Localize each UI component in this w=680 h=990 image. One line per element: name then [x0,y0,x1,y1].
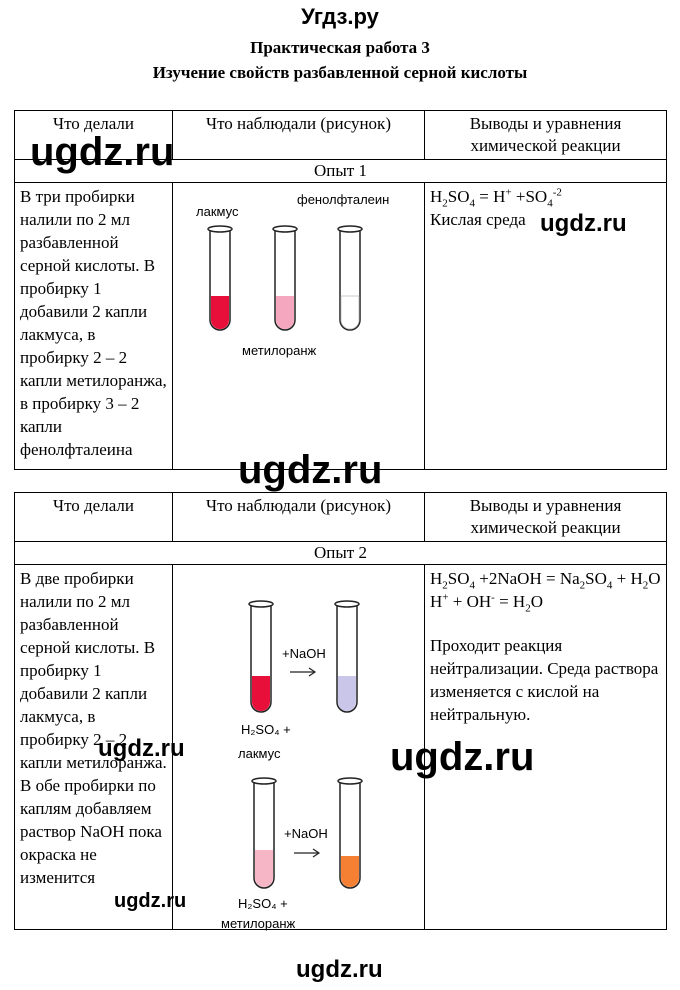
label-h2so4-mo-line2: метилоранж [221,916,296,931]
arrow-bottom-icon [294,849,319,857]
tube-3-phenolphthalein [338,226,362,330]
tube-litmus-after [335,601,359,712]
experiment-1-description: В три пробирки налили по 2 мл разбавленной серной кислоты. В пробирку 1 добавили 2 капли лакмуса, в пробирку 2 – 2 капли метилоранжа, в пробирку 3 – 2 капли фенолфталеина [15,183,173,470]
work-subtitle: Изучение свойств разбавленной серной кислоты [152,63,528,82]
watermark: ugdz.ru [390,735,535,779]
tube-litmus-before [249,601,273,712]
arrow-top-icon [290,668,315,676]
arrow-label-top: +NaOH [282,646,326,661]
label-phenolphthalein: фенолфталеин [297,192,390,207]
watermark: ugdz.ru [114,890,187,912]
experiment-2-title: Опыт 2 [15,542,667,565]
label-h2so4-mo-line1: H₂SO₄ + [238,896,288,911]
watermark: ugdz.ru [30,130,175,174]
work-title: Практическая работа 3 [250,38,430,57]
tube-methyl-orange-before [252,778,276,888]
col-header-did: Что делали [15,111,173,160]
conclusion-text: Кислая среда [430,210,526,229]
label-h2so4-litmus-line1: H₂SO₄ + [241,722,291,737]
col-header-conclusions: Выводы и уравнения химической реакции [425,493,667,542]
site-title[interactable]: Угдз.ру [301,4,379,29]
equation-molecular: $H_2SO_4$ +2NaOH = $Na_2SO_4 + H_2O$ [430,569,661,592]
footer-watermark: ugdz.ru [296,956,383,983]
watermark: ugdz.ru [238,448,383,492]
equation-dissociation: $H_2SO_4 = H^+ +SO_4^{-2}$ [430,186,562,210]
watermark: ugdz.ru [98,735,185,762]
col-header-did: Что делали [15,493,173,542]
liquid-red [211,296,229,329]
tube-2-methyl-orange [273,226,297,330]
conclusion-text: Проходит реакция нейтрализации. Среда раствора изменяется с кислой на нейтральную. [430,636,659,724]
liquid-orange [341,856,359,887]
label-litmus: лакмус [196,204,239,219]
col-header-observed: Что наблюдали (рисунок) [173,493,425,542]
liquid-clear [341,296,359,329]
label-h2so4-litmus-line2: лакмус [238,746,281,761]
watermark: ugdz.ru [540,210,627,237]
liquid-pink [276,296,294,329]
liquid-lilac [338,676,356,711]
col-header-observed: Что наблюдали (рисунок) [173,111,425,160]
tube-methyl-orange-after [338,778,362,888]
arrow-label-bottom: +NaOH [284,826,328,841]
liquid-pale-pink [255,850,273,887]
experiment-1-title: Опыт 1 [15,160,667,183]
liquid-red [252,676,270,711]
tube-1-litmus [208,226,232,330]
label-methyl-orange: метилоранж [242,343,317,358]
equation-ionic: $H^+ + OH^- = H_2O$ [430,591,543,615]
experiment-2-description: В две пробирки налили по 2 мл разбавленной серной кислоты. В пробирку 1 добавили 2 капли лакмуса, в пробирку 2 – 2 капли метилоранжа. В обе пробирки по каплям добавляем раствор NaOH пока окраска не изменится [15,565,173,930]
col-header-conclusions: Выводы и уравнения химической реакции [425,111,667,160]
